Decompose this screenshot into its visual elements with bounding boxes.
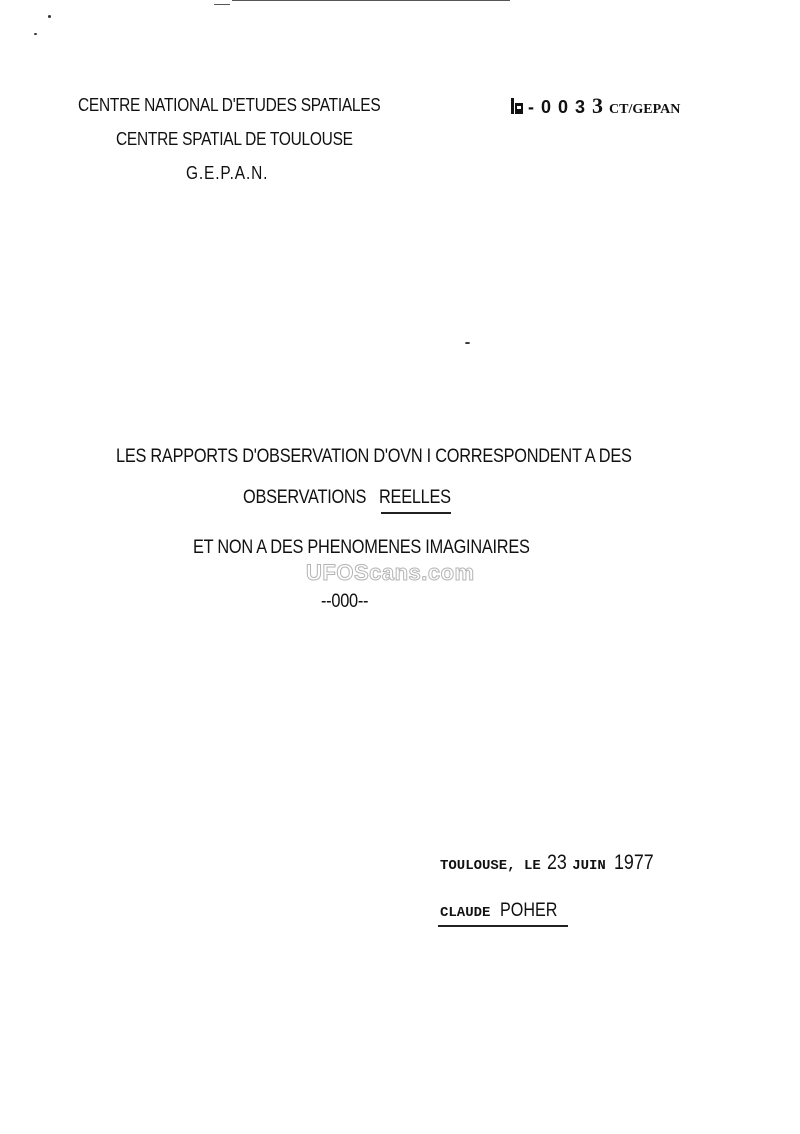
author-last-name: POHER — [500, 900, 558, 921]
header-center: CENTRE SPATIAL DE TOULOUSE — [116, 129, 353, 149]
scan-speck — [34, 33, 37, 35]
date-day: 23 — [546, 851, 567, 874]
title-line-2 — [243, 488, 451, 507]
author-first-name: CLAUDE — [440, 905, 491, 921]
date-month: JUIN — [572, 858, 606, 874]
reference-digit: 3 — [592, 93, 604, 118]
place-date-line — [440, 851, 661, 875]
signature-underline — [438, 925, 568, 927]
reference-suffix: CT/GEPAN — [609, 102, 681, 117]
title-line-1: LES RAPPORTS D'OBSERVATION D'OVN I CORRESPONDENT A DES — [116, 446, 632, 467]
scan-speck — [465, 342, 470, 344]
date-year: 1977 — [613, 851, 654, 874]
reference-number — [510, 93, 680, 119]
reelles-underline — [381, 512, 451, 514]
header-department: G.E.P.A.N. — [186, 163, 269, 183]
title-observations: OBSERVATIONS — [243, 487, 367, 508]
reference-prefix: - 0 0 3 — [528, 97, 587, 117]
title-line-3: ET NON A DES PHENOMENES IMAGINAIRES — [193, 537, 530, 558]
top-scan-tick — [214, 4, 230, 5]
reference-stamp-icon — [510, 97, 524, 115]
title-separator: --000-- — [321, 591, 369, 612]
place-date-prefix: TOULOUSE, LE — [440, 858, 541, 874]
watermark: UFOScans.com — [306, 560, 475, 585]
top-scan-line — [232, 0, 510, 1]
author-line — [440, 900, 568, 922]
header-organization: CENTRE NATIONAL D'ETUDES SPATIALES — [78, 95, 381, 115]
title-reelles: REELLES — [379, 487, 451, 508]
scan-speck — [48, 15, 51, 18]
